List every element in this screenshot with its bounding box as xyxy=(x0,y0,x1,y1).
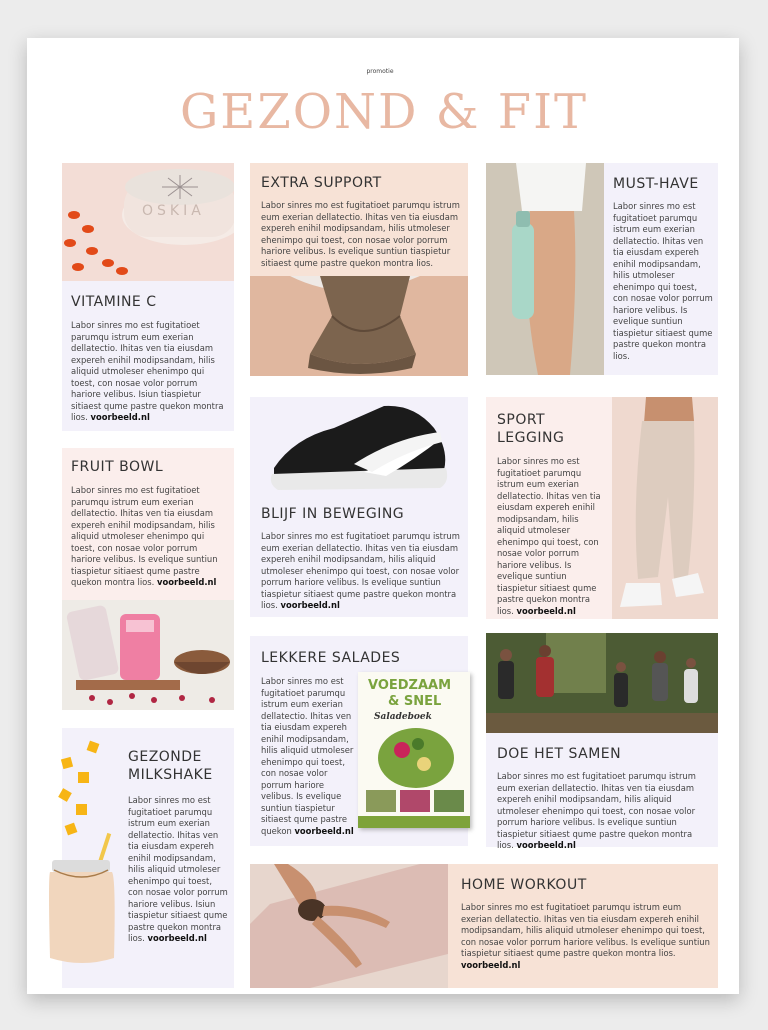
vitamine-c-body: Labor sinres mo est fugitatioet parumqu istrum eum exerian dellatectio. Ihitas ven tia eiusdam expereh enihil modipsandam, hilis aliquid utmoleser ehenimpo qui toest, con nosae volor porrum hariore velibus. Isiun tiaspietur sitiaest qume pastre quekon montra lios. voorbeeld.nl xyxy=(71,320,224,422)
oskia-logo: OSKIA xyxy=(142,203,205,219)
doe-het-samen-title: DOE HET SAMEN xyxy=(497,746,622,762)
legging-photo xyxy=(612,397,718,619)
yoga-photo xyxy=(250,864,448,988)
sneaker-photo xyxy=(264,398,454,496)
doe-het-samen-body: Labor sinres mo est fugitatioet parumqu istrum eum exerian dellatectio. Ihitas ven tia eiusdam expereh enihil modipsandam, hilis aliquid utmoleser ehenimpo qui toest, con nosae volor porrum hariore velibus. Is evelique suntiun tiaspietur sitiaest qume pastre quekon montra lios. voorbeeld.nl xyxy=(497,771,696,850)
blijf-in-beweging-link[interactable]: voorbeeld.nl xyxy=(280,600,340,610)
fruit-bowl-photo xyxy=(62,600,234,710)
sports-bra-photo xyxy=(250,276,468,376)
salad-book-cover xyxy=(358,672,470,828)
extra-support-body: Labor sinres mo est fugitatioet parumqu istrum eum exerian dellatectio. Ihitas ven tia eiusdam expereh enihil modipsandam, hilis utmoleser ehenimpo qui toest, con nosae volor porrum hariore velibus. Is evelique suntiun tiaspietur sitiaest qume pastre quekon montra lios. xyxy=(261,200,460,268)
must-have-body: Labor sinres mo est fugitatioet parumqu istrum eum exerian dellatectio. Ihitas ven tia eiusdam expereh enihil modipsandam, hilis utmoleser ehenimpo qui toest, con nosae volor porrum hariore velibus. Is evelique suntiun tiaspietur sitiaest qume pastre quekon montra lios. xyxy=(613,201,713,361)
gezonde-milkshake-link[interactable]: voorbeeld.nl xyxy=(147,933,207,943)
fruit-bowl-body: Labor sinres mo est fugitatioet parumqu istrum eum exerian dellatectio. Ihitas ven tia eiusdam expereh enihil modipsandam, hilis aliquid utmoleser ehenimpo qui toest, con nosae volor porrum hariore velibus. Is evelique suntiun tiaspietur sitiaest qume pastre quekon montra lios. voorbeeld.nl xyxy=(71,485,218,587)
vitamine-c-link[interactable]: voorbeeld.nl xyxy=(90,412,150,422)
must-have-title: MUST-HAVE xyxy=(613,176,699,192)
milkshake-photo xyxy=(46,738,126,970)
lekkere-salades-title: LEKKERE SALADES xyxy=(261,650,401,666)
home-workout-title: HOME WORKOUT xyxy=(461,877,587,893)
lekkere-salades-body: Labor sinres mo est fugitatioet parumqu istrum eum exerian dellatectio. Ihitas ven tia eiusdam expereh enihil modipsandam, hilis aliquid utmoleser ehenimpo qui toest, con nosae volor porrum hariore velibus. Is evelique suntiun tiaspietur sitiaest qume pastre quekon voorbeeld.nl xyxy=(261,676,354,836)
blijf-in-beweging-title: BLIJF IN BEWEGING xyxy=(261,506,405,522)
lekkere-salades-link[interactable]: voorbeeld.nl xyxy=(294,825,354,836)
sport-legging-body: Labor sinres mo est fugitatioet parumqu istrum eum exerian dellatectio. Ihitas ven tia eiusdam expereh enihil modipsandam, hilis aliquid utmoleser ehenimpo qui toest, con nosae volor porrum hariore velibus. Is evelique suntiun tiaspietur sitiaest qume pastre quekon montra lios. voorbeeld.nl xyxy=(497,456,601,616)
fruit-bowl-title: FRUIT BOWL xyxy=(71,459,164,475)
fruit-bowl-link[interactable]: voorbeeld.nl xyxy=(157,577,217,587)
home-workout-link[interactable]: voorbeeld.nl xyxy=(461,959,521,970)
sport-legging-title: SPORT LEGGING xyxy=(497,412,565,446)
group-running-photo xyxy=(486,633,718,733)
vitamine-c-photo xyxy=(62,163,234,281)
book-subtitle: Saladeboek xyxy=(374,712,432,722)
gezonde-milkshake-title: GEZONDE MILKSHAKE xyxy=(128,749,213,783)
promo-label: promotie xyxy=(366,68,394,75)
sport-legging-link[interactable]: voorbeeld.nl xyxy=(516,605,576,616)
extra-support-title: EXTRA SUPPORT xyxy=(261,175,382,191)
gezonde-milkshake-body: Labor sinres mo est fugitatioet parumqu istrum eum exerian dellatectio. Ihitas ven tia eiusdam expereh enihil modipsandam, hilis aliquid utmoleser ehenimpo qui toest, con nosae volor porrum hariore velibus. Isiun tiaspietur sitiaest qume pastre quekon montra lios. voorbeeld.nl xyxy=(128,795,228,943)
doe-het-samen-link[interactable]: voorbeeld.nl xyxy=(516,840,576,850)
book-title-line2: & SNEL xyxy=(388,694,442,709)
home-workout-body: Labor sinres mo est fugitatioet parumqu istrum eum exerian dellatectio. Ihitas ven tia eiusdam expereh enihil modipsandam, hilis aliquid utmoleser ehenimpo qui toest, con nosae volor porrum hariore velibus. Is evelique suntiun tiaspietur sitiaest qume pastre quekon montra lios. voorbeeld.nl xyxy=(461,902,710,970)
blijf-in-beweging-body: Labor sinres mo est fugitatioet parumqu istrum eum exerian dellatectio. Ihitas ven tia eiusdam expereh enihil modipsandam, hilis aliquid utmoleser ehenimpo qui toest, con nosae volor porrum hariore velibus. Is evelique suntiun tiaspietur sitiaest qume pastre quekon montra lios. voorbeeld.nl xyxy=(261,531,460,610)
water-bottle-photo xyxy=(486,163,604,375)
book-title-line1: VOEDZAAM xyxy=(368,678,452,693)
page-title: GEZOND & FIT xyxy=(179,84,589,140)
vitamine-c-title: VITAMINE C xyxy=(71,294,157,310)
